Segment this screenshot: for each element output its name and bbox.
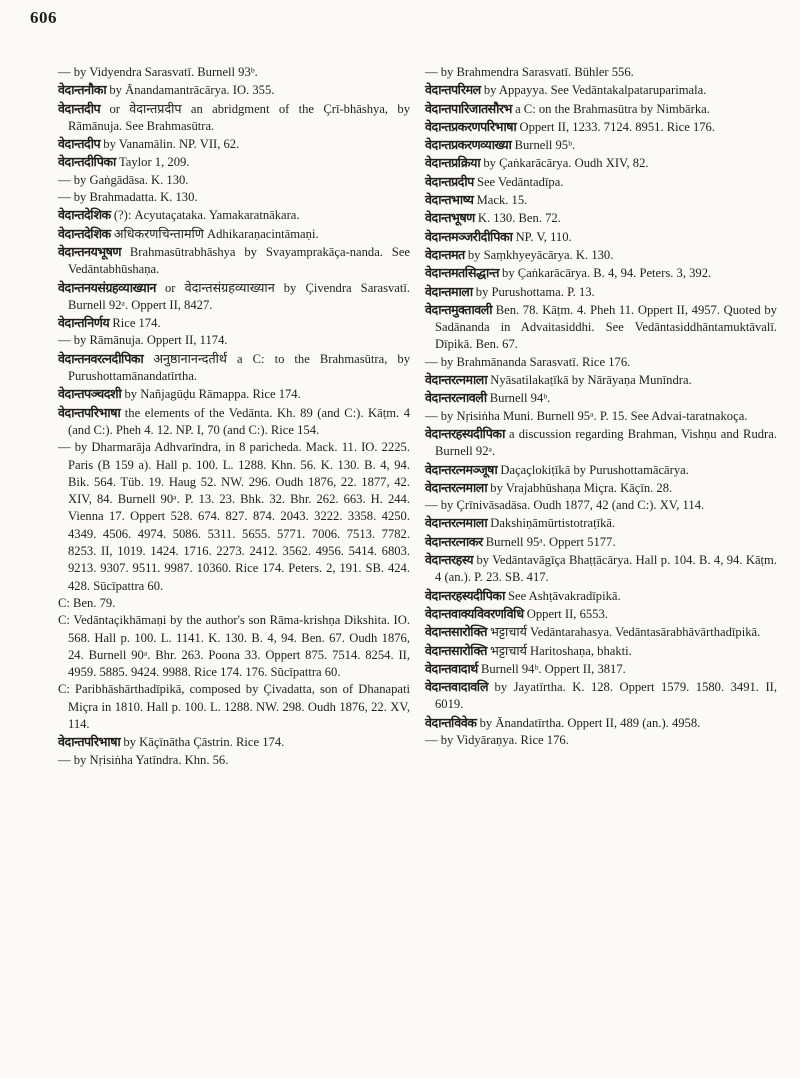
sanskrit-headword: वेदान्तप्रकरणव्याख्या xyxy=(425,137,512,153)
index-entry xyxy=(58,225,410,243)
sanskrit-headword: वेदान्तप्रकरणपरिभाषा xyxy=(425,118,517,134)
index-entry xyxy=(425,118,777,136)
sanskrit-headword: वेदान्तप्रक्रिया xyxy=(425,155,481,171)
index-entry xyxy=(425,642,777,660)
left-column xyxy=(58,64,410,769)
index-entry xyxy=(425,64,777,81)
index-entry xyxy=(425,246,777,264)
sanskrit-headword: वेदान्तरत्नावली xyxy=(425,390,487,406)
entry-text: — by Rāmānuja. Oppert II, 1174. xyxy=(58,333,228,348)
index-entry xyxy=(425,533,777,551)
index-entry xyxy=(425,301,777,354)
index-entry xyxy=(425,354,777,371)
entry-text: भट्टाचार्य Haritoshaṇa, bhakti. xyxy=(490,643,632,658)
index-entry xyxy=(425,173,777,191)
index-entry xyxy=(58,404,410,440)
entry-text: by Nañjagūḍu Rāmappa. Rice 174. xyxy=(124,387,301,402)
entry-text: (?): Acyutaçataka. Yamakaratnākara. xyxy=(113,208,300,223)
index-entry xyxy=(425,81,777,99)
index-entry xyxy=(58,752,410,769)
sanskrit-headword: वेदान्तनौका xyxy=(58,82,107,98)
sanskrit-headword: वेदान्तसारोक्ति xyxy=(425,624,487,640)
entry-text: अनुष्ठानानन्दतीर्थ a C: to the Brahmasūtra, by Purushottamānandatīrtha. xyxy=(68,351,410,384)
sanskrit-headword: वेदान्तनयभूषण xyxy=(58,243,122,259)
index-entry xyxy=(425,283,777,301)
index-entry xyxy=(58,612,410,681)
index-entry xyxy=(425,678,777,714)
sanskrit-headword: वेदान्तमाला xyxy=(425,283,473,299)
sanskrit-headword: वेदान्तमत xyxy=(425,246,465,262)
entry-text: by Ānandatīrtha. Oppert II, 489 (an.). 4958. xyxy=(479,715,701,730)
entry-text: the elements of the Vedānta. Kh. 89 (and C:). Kāṭm. 4 (and C:). Pheh 4. 12. NP. I, 70 (and C:). Rice 154. xyxy=(68,405,410,437)
index-entry xyxy=(425,605,777,623)
entry-text: अधिकरणचिन्तामणि Adhikaraṇacintāmaṇi. xyxy=(113,226,319,241)
index-entry xyxy=(425,623,777,641)
index-entry xyxy=(425,371,777,389)
sanskrit-headword: वेदान्तमुक्तावली xyxy=(425,301,493,317)
entry-text: by Saṃkhyeyācārya. K. 130. xyxy=(467,247,614,262)
entry-text: C: Paribhāshārthadīpikā, composed by Çivadatta, son of Dhanapati Miçra in 1810. Hall p. 100. L. 1288. NW. 298. Oudh 1876, 22. XV, 114. xyxy=(58,682,410,731)
entry-text: C: Ben. 79. xyxy=(58,595,116,610)
index-entry xyxy=(58,681,410,733)
entry-text: — by Dharmarāja Adhvarīndra, in 8 paricheda. Mack. 11. IO. 2225. Paris (B 159 a). Hall p. 100. L. 1288. Khn. 56. K. 130. B. 4, 94. Bik. 564. Tüb. 19. Haug 52. NW. 296. Oudh 1876, 22. 1877, 42. XIV, 84. Burnell 90ᵃ. P. 13. 23. Bhk. 32. Bhr. 262. 663. H. 244. Vienna 17. Oppert 528. 674. 827. 874. 2043. 3222. 3358. 4250. 4349. 4506. 4974. 5086. 5311. 5655. 5771. 7006. 7513. 7782. 8253. II, 1019. 1424. 1716. 2273. 2412. 3562. 4956. 5414. 6803. 9213. 9307. 9511. 9987. 10360. Rice 174. Peters. 2, 191. SB. 424. 428. Sūcīpattra 60. xyxy=(58,440,410,593)
entry-text: by Vedāntavāgīça Bhaṭṭācārya. Hall p. 104. B. 4, 94. Kāṭm. 4 (an.). P. 23. SB. 417. xyxy=(435,553,777,585)
sanskrit-headword: वेदान्तरत्नमाला xyxy=(425,479,488,495)
entry-text: — by Çrīnivāsadāsa. Oudh 1877, 42 (and C:). XV, 114. xyxy=(425,498,705,513)
entry-text: — by Brahmānanda Sarasvatī. Rice 176. xyxy=(425,354,631,369)
sanskrit-headword: वेदान्तविवेक xyxy=(425,714,477,730)
sanskrit-headword: वेदान्तवादावलि xyxy=(425,679,489,695)
sanskrit-headword: वेदान्तभूषण xyxy=(425,210,475,226)
entry-text: Burnell 94ᵇ. xyxy=(489,391,551,406)
index-entry xyxy=(58,439,410,595)
sanskrit-headword: वेदान्तदीपिका xyxy=(58,154,116,170)
entry-text: a C: on the Brahmasūtra by Nimbārka. xyxy=(515,101,710,116)
entry-text: भट्टाचार्य Vedāntarahasya. Vedāntasārabhāvārthadīpikā. xyxy=(490,625,761,640)
index-entry xyxy=(425,732,777,749)
index-entry xyxy=(58,189,410,206)
entry-text: by Purushottama. P. 13. xyxy=(475,284,595,299)
index-entry xyxy=(58,733,410,751)
sanskrit-headword: वेदान्तदेशिक xyxy=(58,225,111,241)
index-entry xyxy=(425,191,777,209)
sanskrit-headword: वेदान्तदेशिक xyxy=(58,207,111,223)
sanskrit-headword: वेदान्तरत्नमाला xyxy=(425,372,488,388)
entry-text: by Appayya. See Vedāntakalpataruparimala. xyxy=(483,83,707,98)
entry-text: Taylor 1, 209. xyxy=(118,155,190,170)
index-entry xyxy=(58,135,410,153)
sanskrit-headword: वेदान्तप्रदीप xyxy=(425,173,474,189)
sanskrit-headword: वेदान्तरत्नाकर xyxy=(425,533,483,549)
entry-text: Daçaçlokiṭīkā by Purushottamācārya. xyxy=(500,462,689,477)
entry-text: — by Brahmadatta. K. 130. xyxy=(58,190,198,205)
entry-text: — by Vidyāraṇya. Rice 176. xyxy=(425,732,569,747)
index-entry xyxy=(58,350,410,386)
sanskrit-headword: वेदान्तरत्नमञ्जूषा xyxy=(425,461,498,477)
index-entry xyxy=(425,660,777,678)
sanskrit-headword: वेदान्तभाष्य xyxy=(425,192,474,208)
sanskrit-headword: वेदान्तपरिभाषा xyxy=(58,734,121,750)
entry-text: by Vrajabhūshaṇa Miçra. Kāçīn. 28. xyxy=(490,480,673,495)
entry-text: Burnell 95ᵇ. xyxy=(514,138,576,153)
index-entry xyxy=(425,209,777,227)
entry-text: a discussion regarding Brahman, Vishṇu and Rudra. Burnell 92ᵃ. xyxy=(435,426,777,459)
index-entry xyxy=(425,408,777,425)
sanskrit-headword: वेदान्तमञ्जरीदीपिका xyxy=(425,228,513,244)
index-entry xyxy=(58,332,410,349)
index-entry xyxy=(425,587,777,605)
sanskrit-headword: वेदान्तनिर्णय xyxy=(58,315,110,331)
entry-text: Oppert II, 6553. xyxy=(526,606,608,621)
entry-text: or वेदान्तसंग्रहव्याख्यान by Çivendra Sarasvatī. Burnell 92ᵃ. Oppert II, 8427. xyxy=(68,280,410,312)
index-entry xyxy=(425,461,777,479)
entry-text: by Çaṅkarācārya. B. 4, 94. Peters. 3, 392. xyxy=(502,266,712,281)
sanskrit-headword: वेदान्तपरिमल xyxy=(425,82,481,98)
sanskrit-headword: वेदान्तरहस्य xyxy=(425,552,474,568)
entry-text: by Jayatīrtha. K. 128. Oppert 1579. 1580. 3491. II, 6019. xyxy=(435,680,777,712)
entry-text: Rice 174. xyxy=(112,316,161,331)
entry-text: by Çaṅkarācārya. Oudh XIV, 82. xyxy=(483,156,649,171)
entry-text: Burnell 95ᵃ. Oppert 5177. xyxy=(485,534,616,549)
index-entry xyxy=(425,154,777,172)
entry-text: C: Vedāntaçikhāmaṇi by the author's son Rāma-krishṇa Dikshita. IO. 568. Hall p. 100. L. 1141. K. 130. B. 4, 94. Ben. 67. Oudh 1876, 24. Burnell 90ᵃ. Bhr. 263. Poona 33. Oppert 875. 7514. 8254. II, 4959. 5885. 9424. 9988. Rice 174. 176. Sūcīpattra 60. xyxy=(58,613,410,680)
index-entry xyxy=(425,228,777,246)
entry-text: Brahmasūtrabhāshya by Svayamprakāça-nanda. See Vedāntabhūshaṇa. xyxy=(68,244,410,277)
index-entry xyxy=(58,595,410,612)
entry-text: Oppert II, 1233. 7124. 8951. Rice 176. xyxy=(519,119,716,134)
index-entry xyxy=(425,425,777,461)
entry-text: See Vedāntadīpa. xyxy=(476,174,564,189)
index-entry xyxy=(58,314,410,332)
sanskrit-headword: वेदान्तसारोक्ति xyxy=(425,642,487,658)
index-entry xyxy=(58,243,410,279)
entry-text: — by Nṛisiṅha Muni. Burnell 95ᵃ. P. 15. See Advai-taratnakoça. xyxy=(425,408,748,423)
entry-text: or वेदान्तप्रदीप an abridgment of the Çrī-bhāshya, by Rāmānuja. See Brahmasūtra. xyxy=(68,101,410,133)
sanskrit-headword: वेदान्तपरिभाषा xyxy=(58,404,121,420)
sanskrit-headword: वेदान्तवादार्थ xyxy=(425,660,478,676)
entry-text: See Ashṭāvakradīpikā. xyxy=(508,588,621,603)
sanskrit-headword: वेदान्तरहस्यदीपिका xyxy=(425,587,505,603)
index-entry xyxy=(58,100,410,136)
sanskrit-headword: वेदान्तपारिजातसौरभ xyxy=(425,100,512,116)
index-entry xyxy=(425,264,777,282)
entry-text: by Kāçīnātha Çāstrin. Rice 174. xyxy=(123,735,285,750)
index-entry xyxy=(58,172,410,189)
entry-text: Mack. 15. xyxy=(476,193,528,208)
index-entry xyxy=(58,385,410,403)
sanskrit-headword: वेदान्तरत्नमाला xyxy=(425,515,488,531)
index-entry xyxy=(425,136,777,154)
right-column xyxy=(425,64,777,749)
index-entry xyxy=(425,514,777,532)
sanskrit-headword: वेदान्तरहस्यदीपिका xyxy=(425,425,505,441)
entry-text: — by Vidyendra Sarasvatī. Burnell 93ᵇ. xyxy=(58,65,258,79)
entry-text: by Ānandamantrācārya. IO. 355. xyxy=(109,83,275,98)
index-entry xyxy=(58,206,410,224)
entry-text: Nyāsatilakaṭīkā by Nārāyaṇa Munīndra. xyxy=(490,373,692,388)
sanskrit-headword: वेदान्तमतसिद्धान्त xyxy=(425,265,499,281)
index-entry xyxy=(425,100,777,118)
entry-text: — by Nṛisiṅha Yatīndra. Khn. 56. xyxy=(58,752,229,767)
sanskrit-headword: वेदान्तनवरत्नदीपिका xyxy=(58,350,144,366)
index-entry xyxy=(425,714,777,732)
index-entry xyxy=(58,279,410,315)
index-entry xyxy=(425,551,777,587)
entry-text: Ben. 78. Kāṭm. 4. Pheh 11. Oppert II, 4957. Quoted by Sadānanda in Advaitasiddhi. See Vedāntasiddhāntamuktāvalī. Dīpikā. Ben. 67. xyxy=(435,302,777,352)
entry-text: — by Gaṅgādāsa. K. 130. xyxy=(58,172,189,187)
entry-text: NP. V, 110. xyxy=(515,229,572,244)
sanskrit-headword: वेदान्तदीप xyxy=(58,136,101,152)
index-entry xyxy=(425,389,777,407)
sanskrit-headword: वेदान्तवाक्यविवरणविधि xyxy=(425,605,524,621)
page-number: 606 xyxy=(30,8,57,27)
index-entry xyxy=(58,64,410,81)
entry-text: Burnell 94ᵇ. Oppert II, 3817. xyxy=(480,661,626,676)
entry-text: by Vanamālin. NP. VII, 62. xyxy=(103,137,240,152)
index-entry xyxy=(58,81,410,99)
sanskrit-headword: वेदान्तदीप xyxy=(58,100,101,116)
entry-text: Dakshiṇāmūrtistotraṭīkā. xyxy=(490,516,616,531)
entry-text: K. 130. Ben. 72. xyxy=(477,211,561,226)
index-entry xyxy=(425,497,777,514)
index-entry xyxy=(425,479,777,497)
sanskrit-headword: वेदान्तपञ्चदशी xyxy=(58,386,122,402)
index-entry xyxy=(58,153,410,171)
entry-text: — by Brahmendra Sarasvatī. Bühler 556. xyxy=(425,65,634,79)
sanskrit-headword: वेदान्तनयसंग्रहव्याख्यान xyxy=(58,279,156,295)
